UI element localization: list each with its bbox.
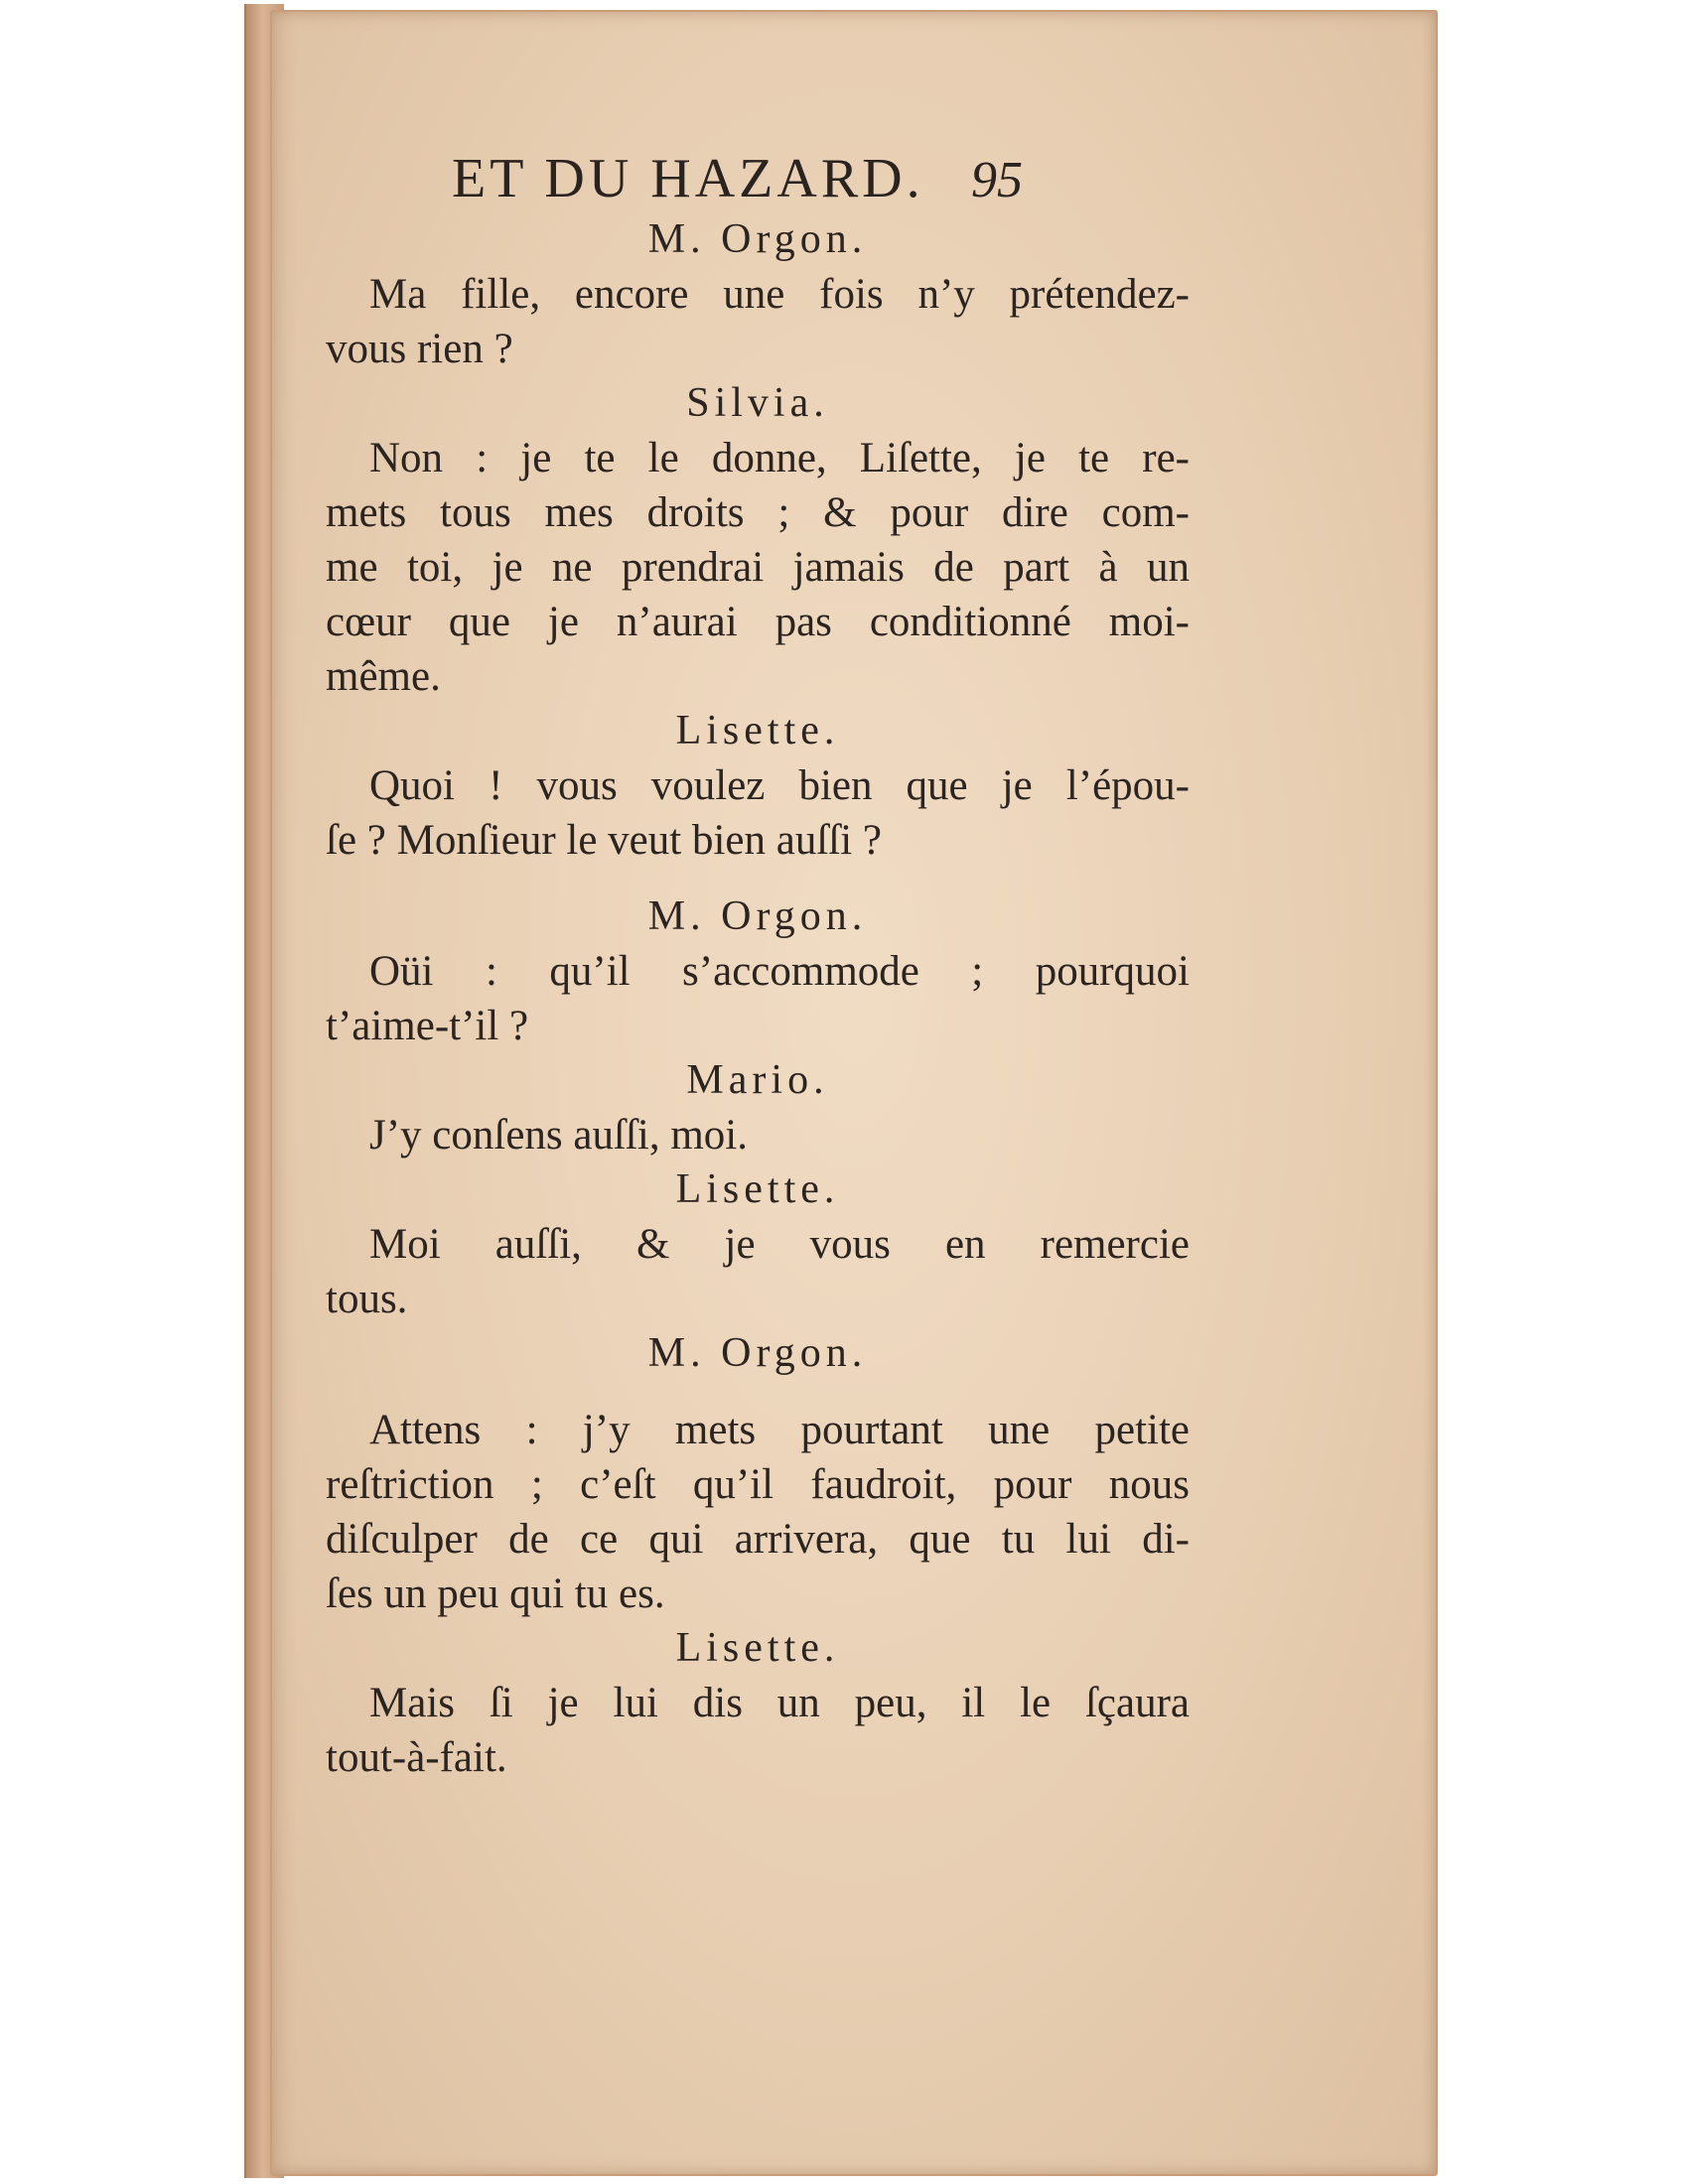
speech-line: Moi auſſi, & je vous en remercie	[369, 1221, 1190, 1268]
speech-line: diſculper de ce qui arrivera, que tu lui di-	[326, 1516, 1190, 1563]
speaker-name: M. Orgon.	[647, 1330, 868, 1376]
speaker-name: Silvia.	[686, 380, 829, 426]
speech-text	[326, 944, 1190, 1053]
play-text	[326, 212, 1190, 1785]
speech-line: ſes un peu qui tu es.	[326, 1570, 665, 1617]
speaker-name: Lisette.	[675, 1166, 840, 1212]
speech-line: cœur que je n’aurai pas conditionné moi-	[326, 599, 1190, 645]
speech-line: Attens : j’y mets pourtant une petite	[369, 1407, 1190, 1453]
speech-line: Oüi : qu’il s’accommode ; pourquoi	[369, 948, 1190, 995]
page-number: 95	[971, 152, 1023, 208]
speech-line: tous.	[326, 1276, 408, 1322]
speaker-name: M. Orgon.	[647, 893, 868, 939]
speaker-name: Lisette.	[675, 708, 840, 753]
speaker-name: Mario.	[686, 1057, 829, 1103]
speech-line: Non : je te le donne, Liſette, je te re-	[369, 435, 1190, 481]
speaker-name: Lisette.	[675, 1625, 840, 1671]
speech-line: Quoi ! vous voulez bien que je l’épou-	[369, 762, 1190, 809]
speech-line: J’y conſens auſſi, moi.	[369, 1112, 748, 1159]
page-header	[129, 147, 1023, 216]
speech-line: vous rien ?	[326, 326, 513, 372]
speaker-name: M. Orgon.	[647, 216, 868, 262]
speech-line: me toi, je ne prendrai jamais de part à un	[326, 544, 1190, 591]
speech-line: t’aime-t’il ?	[326, 1003, 529, 1049]
speech-line: Mais ſi je lui dis un peu, il le ſçaura	[369, 1680, 1190, 1726]
speech-text	[326, 1676, 1190, 1785]
running-title: ET DU HAZARD.	[452, 148, 924, 209]
speech-text	[326, 431, 1190, 704]
speech-text	[326, 758, 1190, 868]
speech-text	[326, 1403, 1190, 1621]
speech-line: Ma fille, encore une fois n’y prétendez-	[369, 271, 1190, 318]
speech-line: reſtriction ; c’eſt qu’il faudroit, pour nous	[326, 1461, 1190, 1508]
speech-text	[326, 267, 1190, 376]
speech-line: ſe ? Monſieur le veut bien auſſi ?	[326, 817, 883, 864]
speech-line: même.	[326, 653, 441, 700]
speech-text	[326, 1108, 1190, 1162]
speech-text	[326, 1217, 1190, 1326]
speech-line: tout-à-fait.	[326, 1734, 507, 1781]
speech-line: mets tous mes droits ; & pour dire com-	[326, 489, 1190, 536]
